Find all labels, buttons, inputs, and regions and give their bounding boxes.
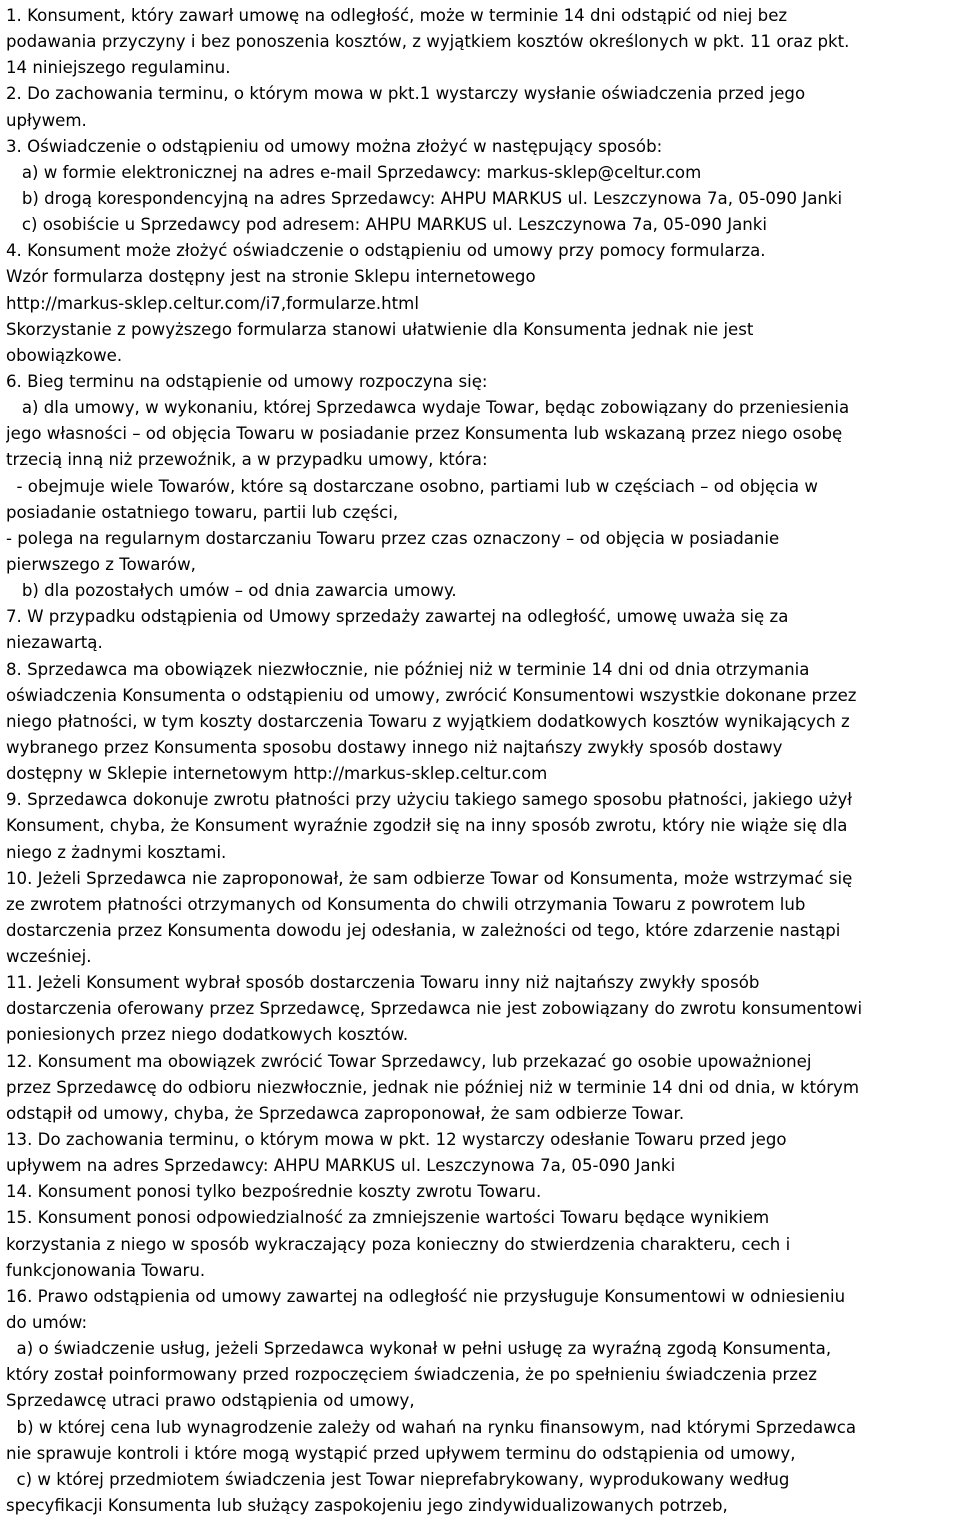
text-line: b) drogą korespondencyjną na adres Sprzedawcy: AHPU MARKUS ul. Leszczynowa 7a, 05-090 Janki — [6, 188, 843, 208]
text-line: dostarczenia przez Konsumenta dowodu jej odesłania, w zależności od tego, które zdarzenie nastąpi — [6, 920, 841, 940]
text-line: przez Sprzedawcę do odbioru niezwłocznie, jednak nie później niż w terminie 14 dni od dnia, w którym — [6, 1077, 860, 1097]
text-line: dostępny w Sklepie internetowym http://markus-sklep.celtur.com — [6, 764, 548, 784]
text-line: Sprzedawcę utraci prawo odstąpienia od umowy, — [6, 1391, 415, 1411]
text-line: wybranego przez Konsumenta sposobu dostawy innego niż najtańszy zwykły sposób dostawy — [6, 737, 783, 757]
text-line: http://markus-sklep.celtur.com/i7,formularze.html — [6, 293, 419, 313]
text-line: 3. Oświadczenie o odstąpieniu od umowy można złożyć w następujący sposób: — [6, 136, 663, 156]
text-line: specyfikacji Konsumenta lub służący zaspokojeniu jego zindywidualizowanych potrzeb, — [6, 1496, 728, 1516]
text-line: 1. Konsument, który zawarł umowę na odległość, może w terminie 14 dni odstąpić od niej bez — [6, 6, 788, 25]
text-line: oświadczenia Konsumenta o odstąpieniu od umowy, zwrócić Konsumentowi wszystkie dokonane przez — [6, 685, 857, 705]
text-line: niezawartą. — [6, 633, 103, 653]
text-line: 12. Konsument ma obowiązek zwrócić Towar Sprzedawcy, lub przekazać go osobie upoważnionej — [6, 1051, 812, 1071]
text-line: funkcjonowania Towaru. — [6, 1260, 206, 1280]
text-line: upływem. — [6, 110, 87, 130]
text-line: 13. Do zachowania terminu, o którym mowa w pkt. 12 wystarczy odesłanie Towaru przed jego — [6, 1130, 787, 1150]
text-line: 10. Jeżeli Sprzedawca nie zaproponował, że sam odbierze Towar od Konsumenta, może wstrzymać się — [6, 868, 853, 888]
text-line: dostarczenia oferowany przez Sprzedawcę, Sprzedawca nie jest zobowiązany do zwrotu konsumentowi — [6, 999, 863, 1019]
text-line: posiadanie ostatniego towaru, partii lub części, — [6, 502, 399, 522]
text-line: niego z żadnymi kosztami. — [6, 842, 227, 862]
text-line: który został poinformowany przed rozpoczęciem świadczenia, że po spełnieniu świadczenia przez — [6, 1365, 817, 1385]
text-line: Wzór formularza dostępny jest na stronie Sklepu internetowego — [6, 267, 536, 287]
text-line: upływem na adres Sprzedawcy: AHPU MARKUS ul. Leszczynowa 7a, 05-090 Janki — [6, 1156, 676, 1176]
text-line: 14 niniejszego regulaminu. — [6, 58, 231, 78]
text-line: trzecią inną niż przewoźnik, a w przypadku umowy, która: — [6, 450, 488, 470]
text-line: - polega na regularnym dostarczaniu Towaru przez czas oznaczony – od objęcia w posiadanie — [6, 528, 780, 548]
text-line: 6. Bieg terminu na odstąpienie od umowy rozpoczyna się: — [6, 371, 488, 391]
text-line: obowiązkowe. — [6, 345, 123, 365]
text-line: - obejmuje wiele Towarów, które są dostarczane osobno, partiami lub w częściach – od objęcia w — [6, 476, 818, 496]
text-line: do umów: — [6, 1313, 88, 1333]
text-line: podawania przyczyny i bez ponoszenia kosztów, z wyjątkiem kosztów określonych w pkt. 11 oraz pkt. — [6, 32, 850, 52]
text-line: a) w formie elektronicznej na adres e-mail Sprzedawcy: markus-sklep@celtur.com — [6, 162, 702, 182]
text-line: ze zwrotem płatności otrzymanych od Konsumenta do chwili otrzymania Towaru z powrotem lub — [6, 894, 806, 914]
text-line: c) osobiście u Sprzedawcy pod adresem: AHPU MARKUS ul. Leszczynowa 7a, 05-090 Janki — [6, 215, 767, 235]
text-line: wcześniej. — [6, 947, 92, 967]
text-line: 7. W przypadku odstąpienia od Umowy sprzedaży zawartej na odległość, umowę uważa się za — [6, 607, 789, 627]
document-body — [6, 3, 954, 1519]
text-line: 14. Konsument ponosi tylko bezpośrednie koszty zwrotu Towaru. — [6, 1182, 542, 1202]
text-line: c) w której przedmiotem świadczenia jest Towar nieprefabrykowany, wyprodukowany według — [6, 1469, 790, 1489]
text-line: 16. Prawo odstąpienia od umowy zawartej na odległość nie przysługuje Konsumentowi w odniesieniu — [6, 1286, 846, 1306]
text-line: pierwszego z Towarów, — [6, 554, 196, 574]
text-line: Konsument, chyba, że Konsument wyraźnie zgodził się na inny sposób zwrotu, który nie wiąże się dla — [6, 816, 848, 836]
text-line: 8. Sprzedawca ma obowiązek niezwłocznie, nie później niż w terminie 14 dni od dnia otrzymania — [6, 659, 810, 679]
text-line: poniesionych przez niego dodatkowych kosztów. — [6, 1025, 409, 1045]
text-line: niego płatności, w tym koszty dostarczenia Towaru z wyjątkiem dodatkowych kosztów wynikających z — [6, 711, 850, 731]
text-line: 11. Jeżeli Konsument wybrał sposób dostarczenia Towaru inny niż najtańszy zwykły sposób — [6, 973, 760, 993]
text-line: 9. Sprzedawca dokonuje zwrotu płatności przy użyciu takiego samego sposobu płatności, jakiego użył — [6, 790, 853, 810]
text-line: jego własności – od objęcia Towaru w posiadanie przez Konsumenta lub wskazaną przez niego osobę — [6, 424, 843, 444]
text-line: 2. Do zachowania terminu, o którym mowa w pkt.1 wystarczy wysłanie oświadczenia przed jego — [6, 84, 806, 104]
text-line: b) w której cena lub wynagrodzenie zależy od wahań na rynku finansowym, nad którymi Sprzedawca — [6, 1417, 857, 1437]
text-line: a) o świadczenie usług, jeżeli Sprzedawca wykonał w pełni usługę za wyraźną zgodą Konsumenta, — [6, 1339, 832, 1359]
text-line: b) dla pozostałych umów – od dnia zawarcia umowy. — [6, 581, 457, 601]
text-line: korzystania z niego w sposób wykraczający poza konieczny do stwierdzenia charakteru, cech i — [6, 1234, 791, 1254]
text-line: 4. Konsument może złożyć oświadczenie o odstąpieniu od umowy przy pomocy formularza. — [6, 241, 766, 261]
text-line: Skorzystanie z powyższego formularza stanowi ułatwienie dla Konsumenta jednak nie jest — [6, 319, 754, 339]
text-line: a) dla umowy, w wykonaniu, której Sprzedawca wydaje Towar, będąc zobowiązany do przeniesienia — [6, 398, 850, 418]
text-line: nie sprawuje kontroli i które mogą wystąpić przed upływem terminu do odstąpienia od umowy, — [6, 1443, 796, 1463]
text-line: odstąpił od umowy, chyba, że Sprzedawca zaproponował, że sam odbierze Towar. — [6, 1103, 685, 1123]
text-line: 15. Konsument ponosi odpowiedzialność za zmniejszenie wartości Towaru będące wynikiem — [6, 1208, 770, 1228]
